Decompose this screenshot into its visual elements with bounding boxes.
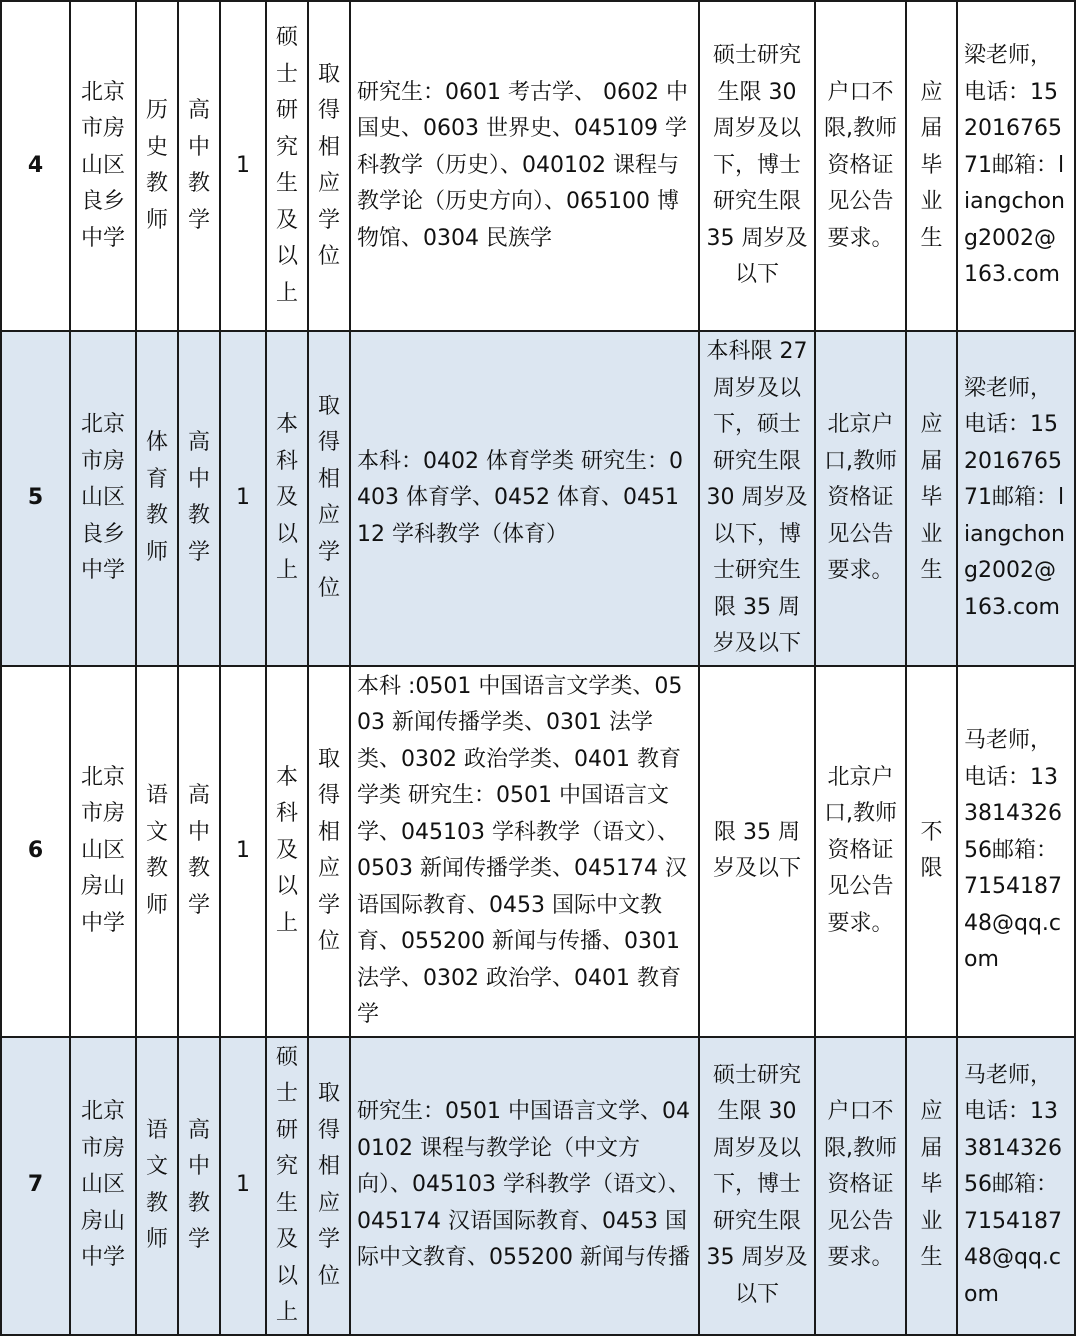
degree-requirement: 取得相应学位 (308, 331, 350, 666)
other-requirement: 户口不限,教师资格证见公告要求。 (815, 1, 906, 331)
table-row (1, 666, 1075, 1037)
other-requirement: 北京户口,教师资格证见公告要求。 (815, 666, 906, 1037)
education-requirement: 本科及以上 (266, 331, 308, 666)
education-requirement: 硕士研究生及以上 (266, 1037, 308, 1335)
school-name: 北京市房山区房山中学 (70, 1037, 136, 1335)
major-requirement: 研究生：0601 考古学、 0602 中国史、0603 世界史、045109 学科教学（历史）、040102 课程与教学论（历史方向）、065100 博物馆、0304 民族学 (350, 1, 699, 331)
age-requirement: 硕士研究生限 30 周岁及以下，博士研究生限 35 周岁及以下 (699, 1037, 815, 1335)
contact-info: 马老师，电话：13381432656邮箱：715418748@qq.com (957, 666, 1075, 1037)
school-name: 北京市房山区良乡中学 (70, 331, 136, 666)
post-name: 体育教师 (136, 331, 178, 666)
age-requirement: 硕士研究生限 30 周岁及以下，博士研究生限 35 周岁及以下 (699, 1, 815, 331)
post-category: 高中教学 (178, 1, 220, 331)
post-category: 高中教学 (178, 666, 220, 1037)
table-row (1, 1037, 1075, 1335)
hiring-count: 1 (220, 666, 266, 1037)
education-requirement: 本科及以上 (266, 666, 308, 1037)
target-applicants: 应届毕业生 (906, 1, 957, 331)
target-applicants: 应届毕业生 (906, 1037, 957, 1335)
contact-info: 梁老师，电话：15201676571邮箱：liangchong2002@163.com (957, 331, 1075, 666)
post-name: 语文教师 (136, 666, 178, 1037)
school-name: 北京市房山区良乡中学 (70, 1, 136, 331)
major-requirement: 本科 :0501 中国语言文学类、0503 新闻传播学类、0301 法学类、0302 政治学类、0401 教育学类 研究生：0501 中国语言文学、045103 学科教学（语文）、0503 新闻传播学类、045174 汉语国际教育、0453 国际中文教育、055200 新闻与传播、0301 法学、0302 政治学、0401 教育学 (350, 666, 699, 1037)
table-row (1, 1, 1075, 331)
age-requirement: 本科限 27 周岁及以下，硕士研究生限 30 周岁及以下，博士研究生限 35 周岁及以下 (699, 331, 815, 666)
post-category: 高中教学 (178, 331, 220, 666)
row-number: 5 (1, 331, 70, 666)
degree-requirement: 取得相应学位 (308, 666, 350, 1037)
row-number: 4 (1, 1, 70, 331)
degree-requirement: 取得相应学位 (308, 1, 350, 331)
post-category: 高中教学 (178, 1037, 220, 1335)
post-name: 历史教师 (136, 1, 178, 331)
table-row (1, 331, 1075, 666)
education-requirement: 硕士研究生及以上 (266, 1, 308, 331)
major-requirement: 研究生：0501 中国语言文学、040102 课程与教学论（中文方向）、045103 学科教学（语文）、045174 汉语国际教育、0453 国际中文教育、055200 新闻与传播 (350, 1037, 699, 1335)
target-applicants: 应届毕业生 (906, 331, 957, 666)
age-requirement: 限 35 周岁及以下 (699, 666, 815, 1037)
major-requirement: 本科：0402 体育学类 研究生：0403 体育学、0452 体育、045112 学科教学（体育） (350, 331, 699, 666)
school-name: 北京市房山区房山中学 (70, 666, 136, 1037)
post-name: 语文教师 (136, 1037, 178, 1335)
hiring-count: 1 (220, 1037, 266, 1335)
hiring-count: 1 (220, 331, 266, 666)
contact-info: 梁老师，电话：15201676571邮箱：liangchong2002@163.com (957, 1, 1075, 331)
hiring-count: 1 (220, 1, 266, 331)
other-requirement: 北京户口,教师资格证见公告要求。 (815, 331, 906, 666)
row-number: 6 (1, 666, 70, 1037)
target-applicants: 不限 (906, 666, 957, 1037)
other-requirement: 户口不限,教师资格证见公告要求。 (815, 1037, 906, 1335)
row-number: 7 (1, 1037, 70, 1335)
degree-requirement: 取得相应学位 (308, 1037, 350, 1335)
contact-info: 马老师，电话：13381432656邮箱：715418748@qq.com (957, 1037, 1075, 1335)
